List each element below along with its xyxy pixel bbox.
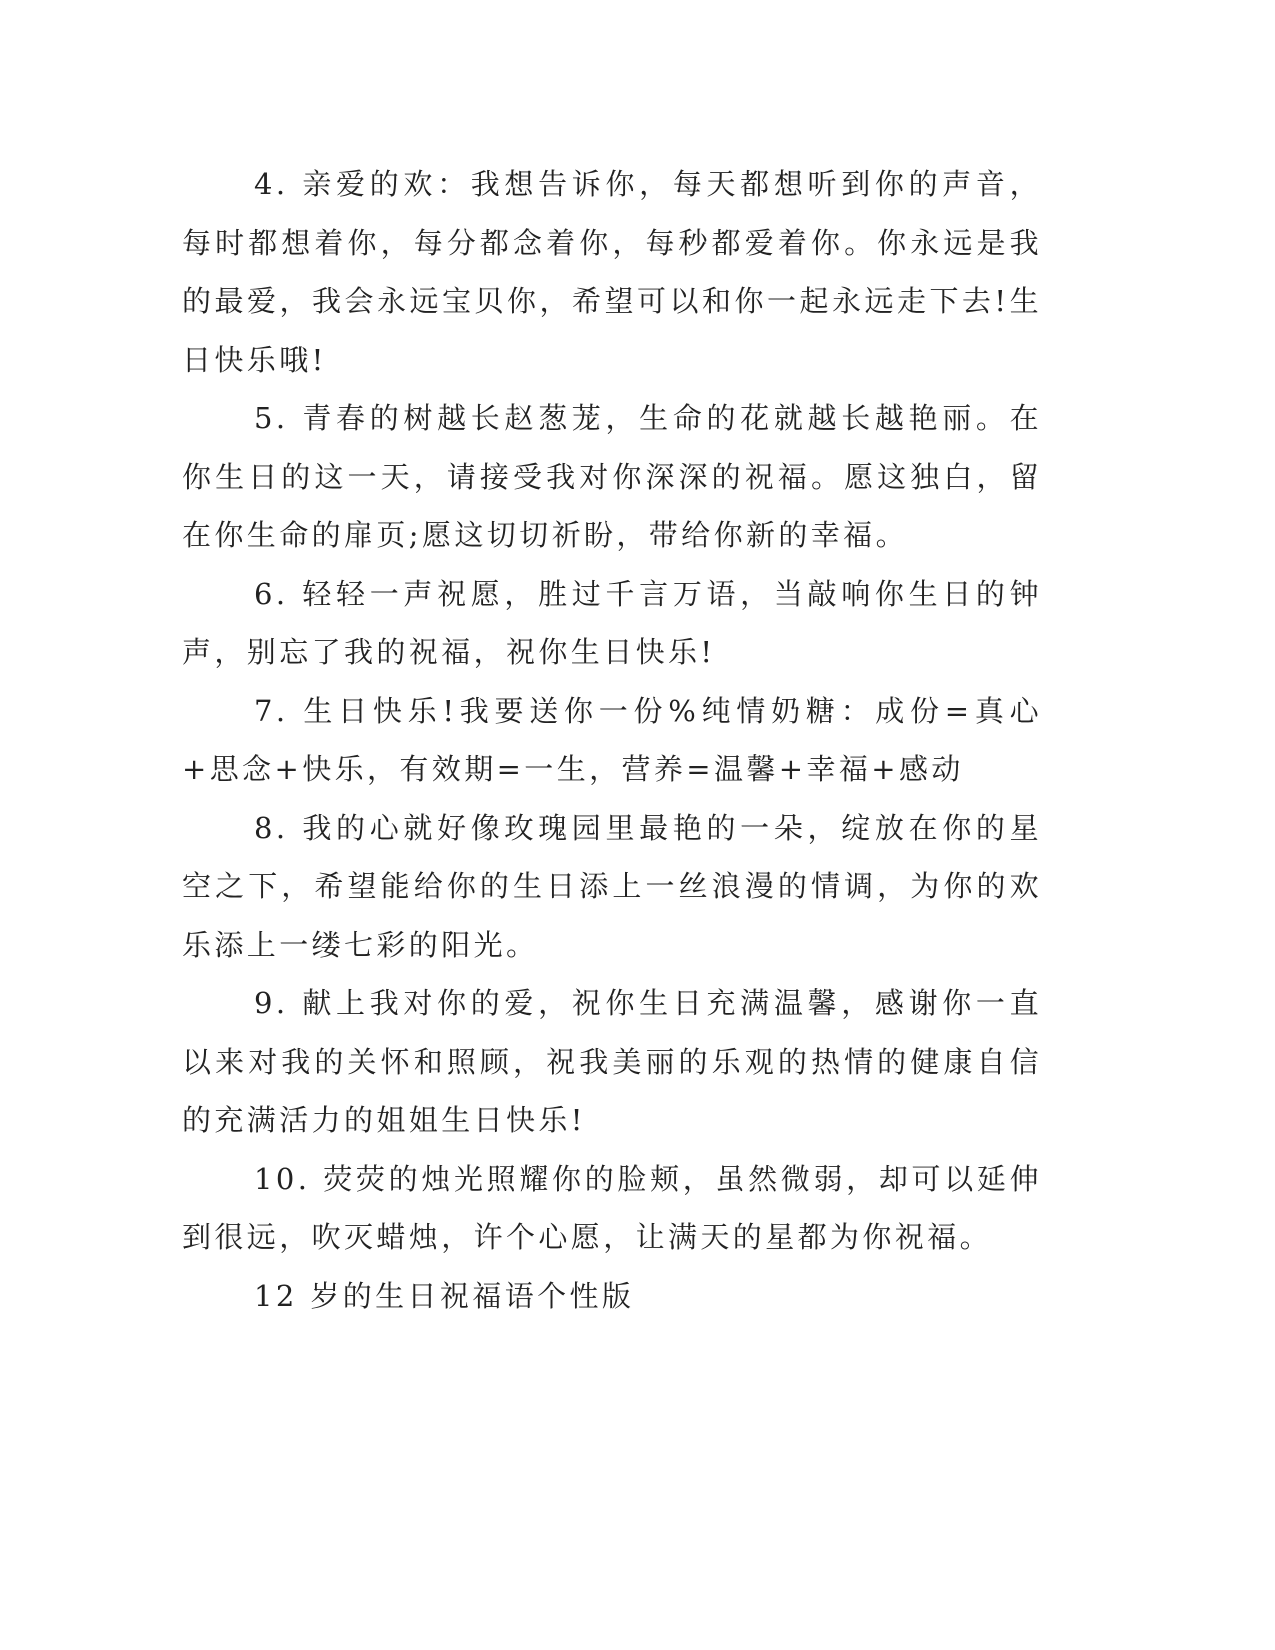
paragraph-8: 8. 我的心就好像玫瑰园里最艳的一朵，绽放在你的星空之下，希望能给你的生日添上一丝浪漫的情调，为你的欢乐添上一缕七彩的阳光。	[182, 810, 1042, 962]
paragraph-10: 10. 荧荧的烛光照耀你的脸颊，虽然微弱，却可以延伸到很远，吹灭蜡烛，许个心愿，让满天的星都为你祝福。	[182, 1161, 1042, 1254]
document-body	[182, 155, 1042, 1325]
section-heading: 12 岁的生日祝福语个性版	[254, 1278, 635, 1313]
paragraph-9: 9. 献上我对你的爱，祝你生日充满温馨，感谢你一直以来对我的关怀和照顾，祝我美丽的乐观的热情的健康自信的充满活力的姐姐生日快乐!	[182, 986, 1042, 1137]
paragraph-7: 7. 生日快乐!我要送你一份%纯情奶糖：成份=真心+思念+快乐，有效期=一生，营养=温馨+幸福+感动	[182, 693, 1042, 786]
paragraph-4: 4. 亲爱的欢：我想告诉你，每天都想听到你的声音，每时都想着你，每分都念着你，每秒都爱着你。你永远是我的最爱，我会永远宝贝你，希望可以和你一起永远走下去!生日快乐哦!	[182, 167, 1042, 377]
paragraph-5: 5. 青春的树越长赵葱茏，生命的花就越长越艳丽。在你生日的这一天，请接受我对你深深的祝福。愿这独白，留在你生命的扉页;愿这切切祈盼，带给你新的幸福。	[182, 401, 1042, 552]
paragraph-6: 6. 轻轻一声祝愿，胜过千言万语，当敲响你生日的钟声，别忘了我的祝福，祝你生日快乐!	[182, 576, 1042, 669]
